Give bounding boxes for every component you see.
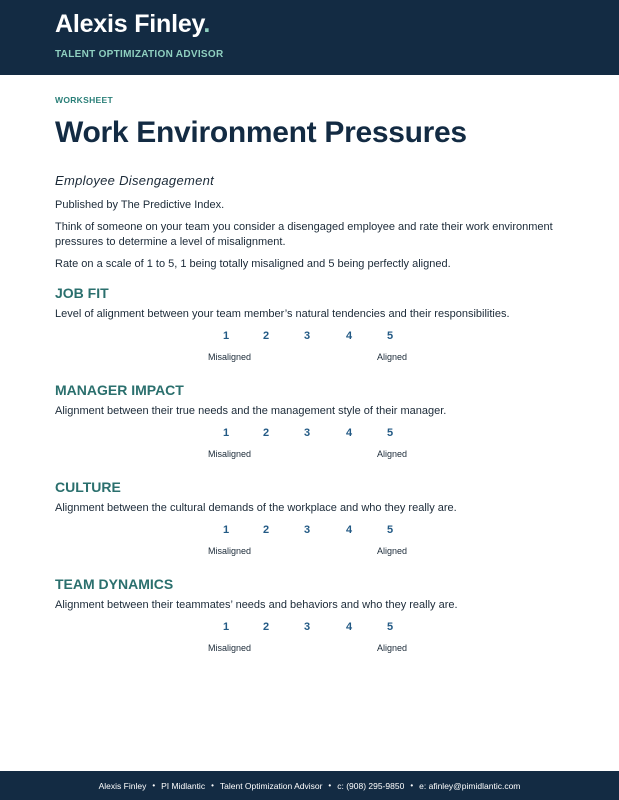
scale-instructions: Rate on a scale of 1 to 5, 1 being totally misaligned and 5 being perfectly aligned. xyxy=(55,258,451,270)
footer-separator: • xyxy=(328,781,332,790)
footer-role: Talent Optimization Advisor xyxy=(219,780,323,791)
rating-option-4[interactable]: 4 xyxy=(345,330,353,342)
section-culture xyxy=(55,478,565,563)
rating-scale xyxy=(55,522,565,563)
rating-option-3[interactable]: 3 xyxy=(303,330,311,342)
aligned-label: Aligned xyxy=(377,643,408,653)
misaligned-label: Misaligned xyxy=(208,546,252,556)
page-title: Work Environment Pressures xyxy=(55,116,467,149)
misaligned-label: Misaligned xyxy=(208,352,252,362)
name-dot: . xyxy=(203,10,211,38)
section-job-fit xyxy=(55,284,565,369)
footer-separator: • xyxy=(152,781,156,790)
footer-company: PI Midlantic xyxy=(161,780,206,791)
footer-email[interactable]: e: afinley@pimidlantic.com xyxy=(419,780,521,791)
misaligned-label: Misaligned xyxy=(208,643,252,653)
rating-scale xyxy=(55,619,565,660)
section-title: JOB FIT xyxy=(55,285,109,301)
section-description: Alignment between the cultural demands of the workplace and who they really are. xyxy=(55,502,457,514)
section-team-dynamics xyxy=(55,575,565,660)
published-note: Published by The Predictive Index. xyxy=(55,199,225,211)
section-manager-impact xyxy=(55,381,565,466)
rating-option-4[interactable]: 4 xyxy=(345,524,353,536)
rating-scale xyxy=(55,425,565,466)
rating-option-4[interactable]: 4 xyxy=(345,621,353,633)
rating-option-2[interactable]: 2 xyxy=(262,621,270,633)
rating-option-3[interactable]: 3 xyxy=(303,621,311,633)
rating-option-2[interactable]: 2 xyxy=(262,524,270,536)
footer-separator: • xyxy=(410,781,414,790)
rating-option-1[interactable]: 1 xyxy=(222,330,230,342)
section-description: Alignment between their true needs and the management style of their manager. xyxy=(55,405,447,417)
worksheet-eyebrow: WORKSHEET xyxy=(55,95,113,105)
rating-option-5[interactable]: 5 xyxy=(386,427,394,439)
rating-option-4[interactable]: 4 xyxy=(345,427,353,439)
header-banner xyxy=(0,0,619,75)
rating-option-1[interactable]: 1 xyxy=(222,621,230,633)
aligned-label: Aligned xyxy=(377,352,408,362)
rating-scale xyxy=(55,328,565,369)
section-title: MANAGER IMPACT xyxy=(55,382,184,398)
rating-option-5[interactable]: 5 xyxy=(386,330,394,342)
intro-paragraph: Think of someone on your team you consider a disengaged employee and rate their work environment pressures to determine a level of misalignment. xyxy=(55,221,553,248)
footer-name: Alexis Finley xyxy=(98,780,147,791)
misaligned-label: Misaligned xyxy=(208,449,252,459)
rating-option-2[interactable]: 2 xyxy=(262,330,270,342)
section-description: Level of alignment between your team member’s natural tendencies and their responsibilities. xyxy=(55,308,510,320)
advisor-role: TALENT OPTIMIZATION ADVISOR xyxy=(55,49,224,60)
rating-option-3[interactable]: 3 xyxy=(303,427,311,439)
advisor-name-text: Alexis Finley xyxy=(55,10,204,38)
footer-bar xyxy=(0,771,619,800)
worksheet-content xyxy=(55,95,565,660)
rating-option-3[interactable]: 3 xyxy=(303,524,311,536)
rating-option-2[interactable]: 2 xyxy=(262,427,270,439)
section-title: CULTURE xyxy=(55,479,121,495)
page-subtitle: Employee Disengagement xyxy=(55,173,215,188)
rating-option-1[interactable]: 1 xyxy=(222,524,230,536)
aligned-label: Aligned xyxy=(377,449,408,459)
section-title: TEAM DYNAMICS xyxy=(55,576,174,592)
aligned-label: Aligned xyxy=(377,546,408,556)
rating-option-5[interactable]: 5 xyxy=(386,524,394,536)
rating-option-1[interactable]: 1 xyxy=(222,427,230,439)
footer-separator: • xyxy=(211,781,214,790)
advisor-name xyxy=(55,10,210,39)
footer-phone: c: (908) 295-9850 xyxy=(337,780,405,791)
section-description: Alignment between their teammates’ needs and behaviors and who they really are. xyxy=(55,599,458,611)
rating-option-5[interactable]: 5 xyxy=(386,621,394,633)
